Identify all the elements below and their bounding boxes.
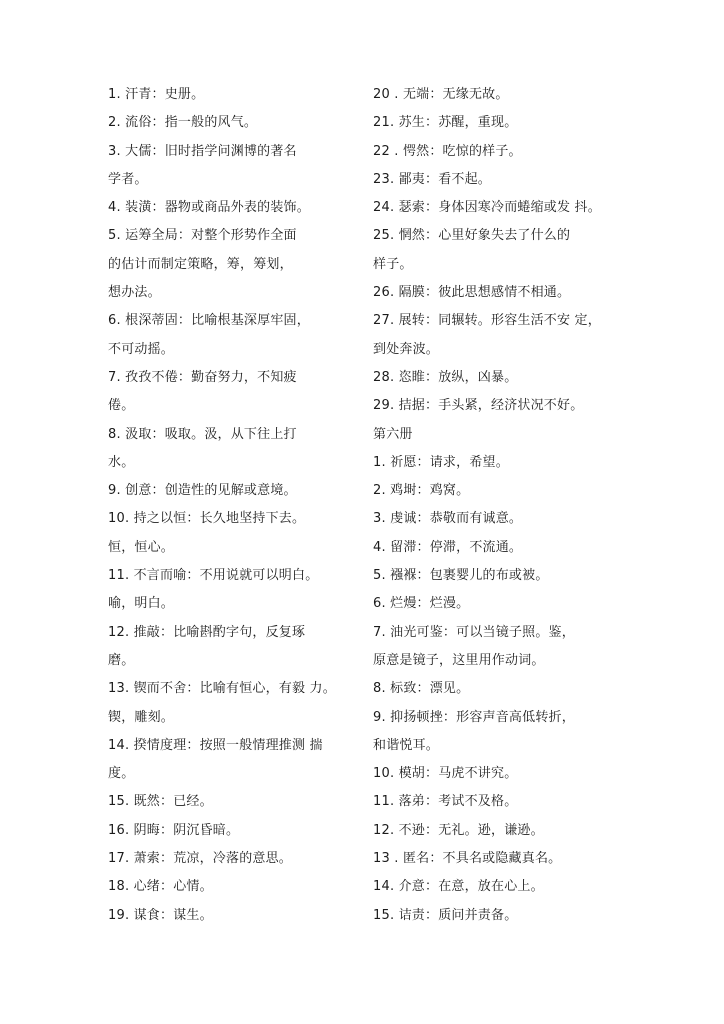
text-line: 恒，恒心。 [108, 539, 175, 555]
text-line: 度。 [108, 766, 135, 782]
text-line: 17. 萧索：荒凉，冷落的意思。 [108, 851, 293, 867]
text-line: 18. 心绪：心情。 [108, 879, 213, 895]
text-line: 27. 展转：同辗转。形容生活不安 定， [373, 313, 601, 329]
text-line: 1. 祈愿：请求，希望。 [373, 454, 509, 470]
text-line: 样子。 [373, 256, 413, 272]
text-line: 14. 揆情度理：按照一般情理推测 揣 [108, 737, 323, 753]
text-line: 到处奔波。 [373, 341, 440, 357]
text-line: 29. 拮据：手头紧，经济状况不好。 [373, 398, 584, 414]
text-line: 3. 大儒：旧时指学问渊博的著名 [108, 143, 297, 159]
text-line: 28. 恣睢：放纵，凶暴。 [373, 369, 518, 385]
text-line: 19. 谋食：谋生。 [108, 907, 213, 923]
text-line: 3. 虔诚：恭敬而有诚意。 [373, 511, 523, 527]
right-column [373, 81, 653, 930]
text-line: 2. 流俗：指一般的风气。 [108, 115, 258, 131]
section-heading: 第六册 [373, 426, 413, 442]
text-line: 原意是镜子，这里用作动词。 [373, 652, 545, 668]
text-line: 16. 阴晦：阴沉昏暗。 [108, 822, 240, 838]
text-line: 9. 抑扬顿挫：形容声音高低转折， [373, 709, 575, 725]
text-line: 6. 根深蒂固：比喻根基深厚牢固， [108, 313, 310, 329]
text-line: 的估计而制定策略，筹，筹划， [108, 256, 293, 272]
text-line: 5. 襁褓：包裹婴儿的布或被。 [373, 568, 549, 584]
text-line: 8. 标致：漂见。 [373, 681, 470, 697]
text-line: 21. 苏生：苏醒，重现。 [373, 115, 518, 131]
left-column [108, 81, 383, 930]
text-line: 水。 [108, 454, 135, 470]
text-line: 25. 惘然：心里好象失去了什么的 [373, 228, 571, 244]
text-line: 锲，雕刻。 [108, 709, 175, 725]
text-line: 24. 瑟索：身体因寒冷而蜷缩或发 抖。 [373, 200, 601, 216]
text-line: 11. 不言而喻：不用说就可以明白。 [108, 568, 319, 584]
text-line: 9. 创意：创造性的见解或意境。 [108, 483, 297, 499]
text-line: 想办法。 [108, 285, 161, 301]
text-line: 15. 诘责：质问并责备。 [373, 907, 518, 923]
text-line: 8. 汲取：吸取。汲，从下往上打 [108, 426, 297, 442]
text-line: 学者。 [108, 171, 148, 187]
text-line: 10. 模胡：马虎不讲究。 [373, 766, 518, 782]
text-line: 11. 落弟：考试不及格。 [373, 794, 518, 810]
text-line: 6. 烂熳：烂漫。 [373, 596, 470, 612]
text-line: 13 . 匿名：不具名或隐藏真名。 [373, 851, 562, 867]
text-line: 22 . 愕然：吃惊的样子。 [373, 143, 522, 159]
text-line: 13. 锲而不舍：比喻有恒心，有毅 力。 [108, 681, 336, 697]
text-line: 和谐悦耳。 [373, 737, 440, 753]
text-line: 2. 鸡埘：鸡窝。 [373, 483, 470, 499]
text-line: 7. 油光可鉴：可以当镜子照。鉴， [373, 624, 575, 640]
text-line: 14. 介意：在意，放在心上。 [373, 879, 544, 895]
text-line: 4. 留滞：停滞，不流通。 [373, 539, 523, 555]
text-line: 12. 推敲：比喻斟酌字句，反复琢 [108, 624, 306, 640]
text-line: 1. 汗青：史册。 [108, 87, 205, 102]
text-line: 10. 持之以恒：长久地坚持下去。 [108, 511, 306, 527]
text-line: 26. 隔膜：彼此思想感情不相通。 [373, 285, 571, 301]
text-line: 5. 运筹全局：对整个形势作全面 [108, 228, 297, 244]
text-line: 15. 既然：已经。 [108, 794, 213, 810]
text-line: 倦。 [108, 398, 135, 414]
text-line: 20 . 无端：无缘无故。 [373, 87, 509, 102]
text-line: 12. 不逊：无礼。逊，谦逊。 [373, 822, 544, 838]
text-line: 不可动摇。 [108, 341, 175, 357]
text-line: 4. 装潢：器物或商品外表的装饰。 [108, 200, 310, 216]
text-line: 7. 孜孜不倦：勤奋努力，不知疲 [108, 369, 297, 385]
text-line: 磨。 [108, 652, 135, 668]
text-line: 喻，明白。 [108, 596, 175, 612]
text-line: 23. 鄙夷：看不起。 [373, 171, 492, 187]
